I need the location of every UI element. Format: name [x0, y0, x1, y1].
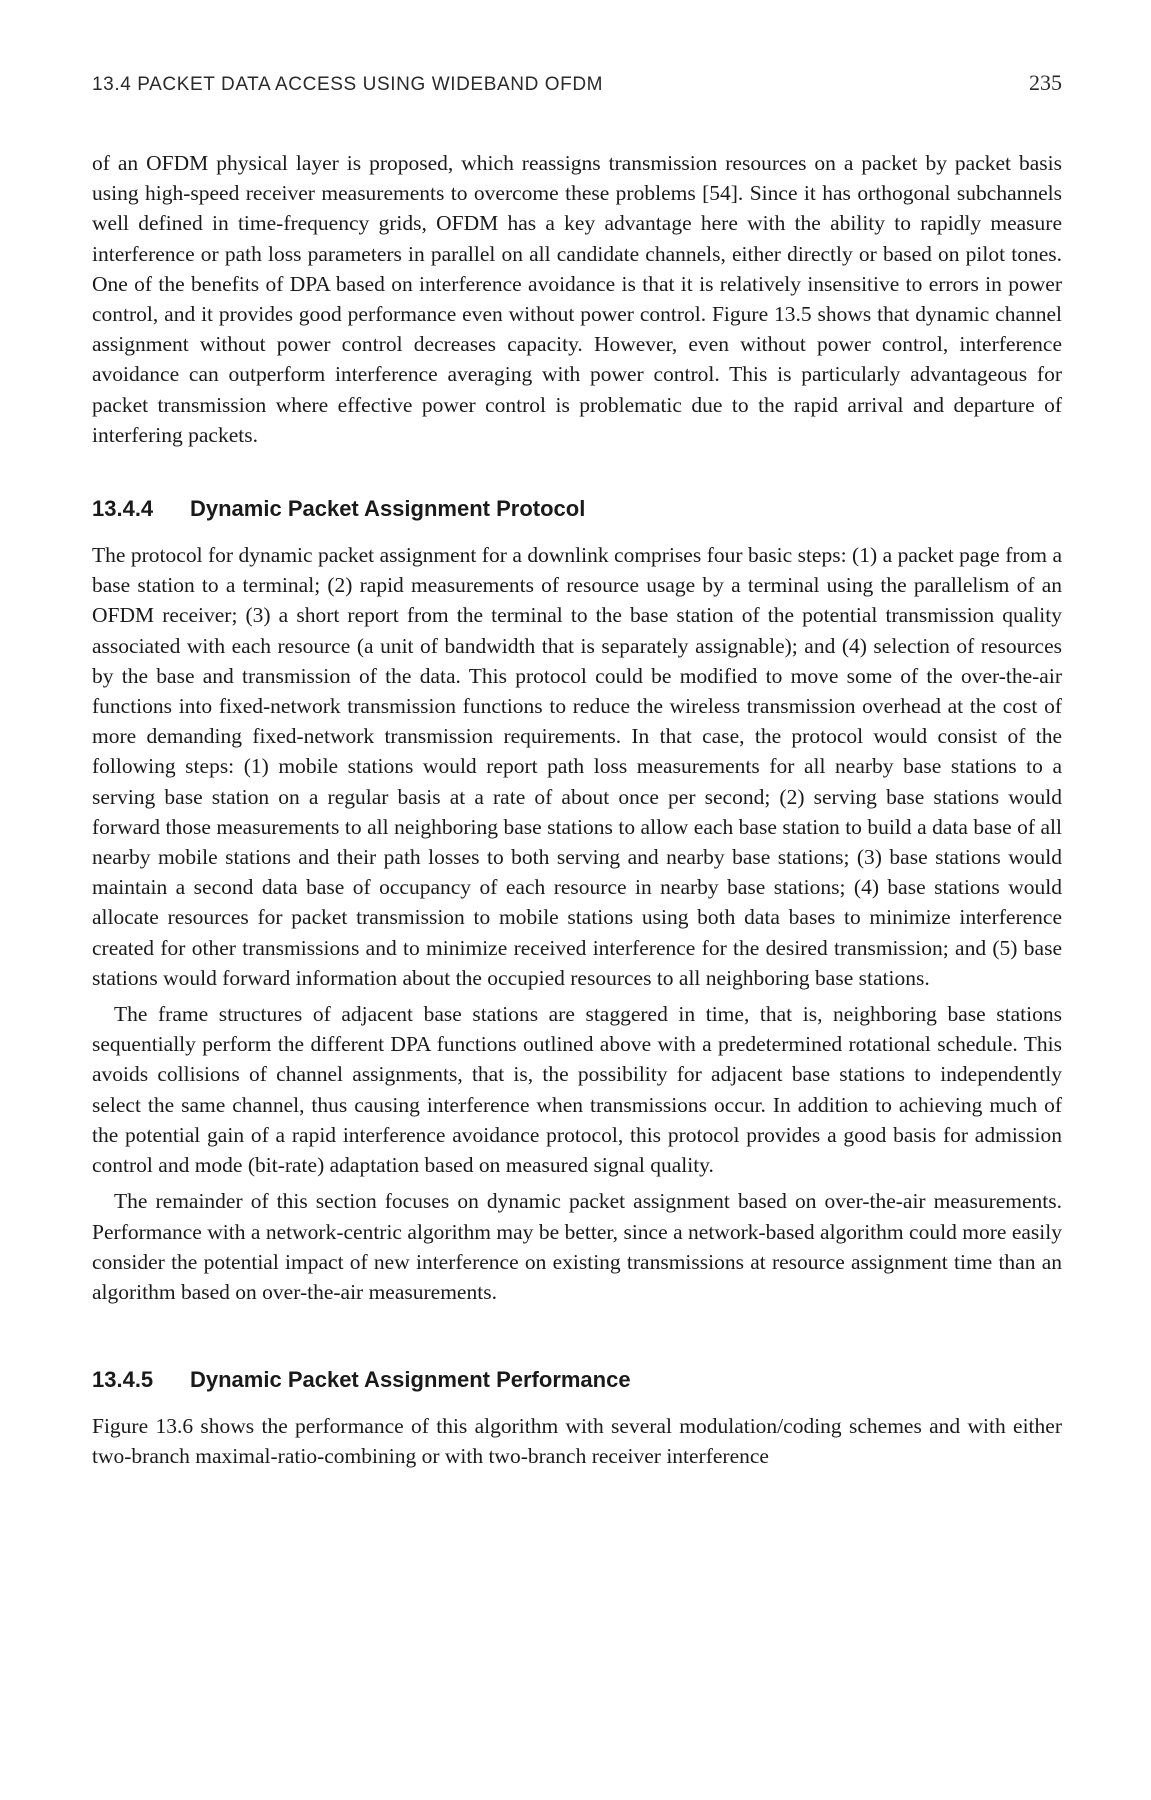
section-number: 13.4.4 — [92, 496, 154, 522]
section-title: Dynamic Packet Assignment Performance — [190, 1367, 631, 1393]
running-head — [92, 70, 1062, 96]
section-title: Dynamic Packet Assignment Protocol — [190, 496, 586, 522]
section-number: 13.4.5 — [92, 1367, 154, 1393]
running-head-title: 13.4 PACKET DATA ACCESS USING WIDEBAND OFDM — [92, 74, 604, 95]
page-number: 235 — [1029, 70, 1062, 95]
section-heading-13-4-5 — [92, 1367, 1062, 1393]
protocol-paragraph-2: The frame structures of adjacent base stations are staggered in time, that is, neighboring base stations sequentially perform the different DPA functions outlined above with a predetermined rotational schedule. This avoids collisions of channel assignments, that is, the possibility for adjacent base stations to independently select the same channel, thus causing interference when transmissions occur. In addition to achieving much of the potential gain of a rapid interference avoidance protocol, this protocol provides a good basis for admission control and mode (bit-rate) adaptation based on measured signal quality. — [92, 1002, 1062, 1178]
section-heading-13-4-4 — [92, 496, 1062, 522]
performance-paragraph-1: Figure 13.6 shows the performance of this algorithm with several modulation/coding schemes and with either two-branch maximal-ratio-combining or with two-branch receiver interference — [92, 1414, 1062, 1469]
document-page — [92, 70, 1062, 1472]
protocol-paragraph-1: The protocol for dynamic packet assignment for a downlink comprises four basic steps: (1) a packet page from a base station to a terminal; (2) rapid measurements of resource usage by a terminal using the parallelism of an OFDM receiver; (3) a short report from the terminal to the base station of the potential transmission quality associated with each resource (a unit of bandwidth that is separately assignable); and (4) selection of resources by the base and transmission of the data. This protocol could be modified to move some of the over-the-air functions into fixed-network transmission functions to reduce the wireless transmission overhead at the cost of more demanding fixed-network transmission requirements. In that case, the protocol would consist of the following steps: (1) mobile stations would report path loss measurements for all nearby base stations to a serving base station on a regular basis at a rate of about once per second; (2) serving base stations would forward those measurements to all neighboring base stations to allow each base station to build a data base of all nearby mobile stations and their path losses to both serving and nearby base stations; (3) base stations would maintain a second data base of occupancy of each resource in nearby base stations; (4) base stations would allocate resources for packet transmission to mobile stations using both data bases to minimize interference created for other transmissions and to minimize received interference for the desired transmission; and (5) base stations would forward information about the occupied resources to all neighboring base stations. — [92, 543, 1062, 990]
protocol-paragraph-3: The remainder of this section focuses on dynamic packet assignment based on over-the-air measurements. Performance with a network-centric algorithm may be better, since a network-based algorithm could more easily consider the potential impact of new interference on existing transmissions at resource assignment time than an algorithm based on over-the-air measurements. — [92, 1189, 1062, 1304]
intro-paragraph: of an OFDM physical layer is proposed, which reassigns transmission resources on a packet by packet basis using high-speed receiver measurements to overcome these problems [54]. Since it has orthogonal subchannels well defined in time-frequency grids, OFDM has a key advantage here with the ability to rapidly measure interference or path loss parameters in parallel on all candidate channels, either directly or based on pilot tones. One of the benefits of DPA based on interference avoidance is that it is relatively insensitive to errors in power control, and it provides good performance even without power control. Figure 13.5 shows that dynamic channel assignment without power control decreases capacity. However, even without power control, interference avoidance can outperform interference averaging with power control. This is particularly advantageous for packet transmission where effective power control is problematic due to the rapid arrival and departure of interfering packets. — [92, 151, 1062, 447]
